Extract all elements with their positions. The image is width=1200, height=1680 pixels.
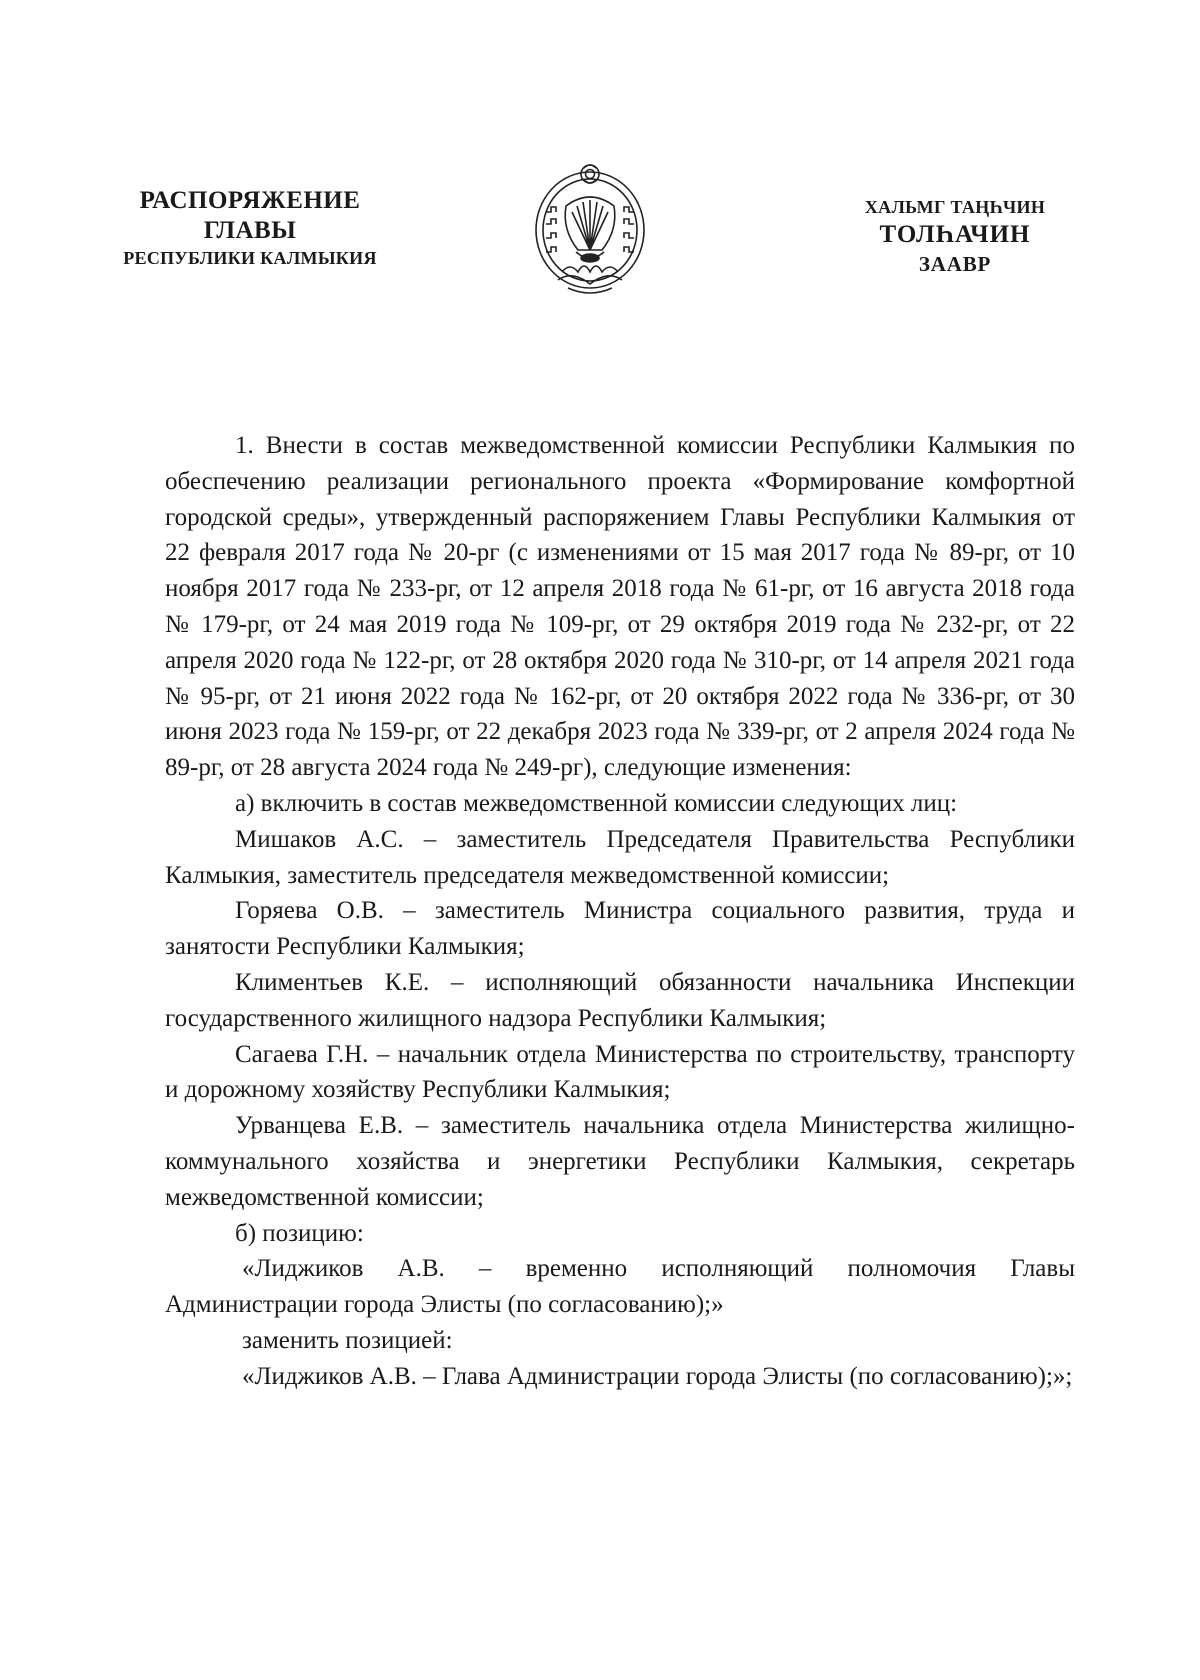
header-left-subtitle: ГЛАВЫ: [203, 217, 297, 244]
header-left-region: РЕСПУБЛИКИ КАЛМЫКИЯ: [123, 248, 377, 268]
kalmykia-coat-of-arms-icon: [532, 160, 648, 300]
paragraph-item-1: 1. Внести в состав межведомственной комиссии Республики Калмыкия по обеспечению реализации регионального проекта «Формирование комфортной городской среды», утвержденный распоряжением Главы Республики Калмыкия от 22 февраля 2017 года № 20-рг (с изменениями от 15 мая 2017 года № 89-рг, от 10 ноября 2017 года № 233-рг, от 12 апреля 2018 года № 61-рг, от 16 августа 2018 года № 179-рг, от 24 мая 2019 года № 109-рг, от 29 октября 2019 года № 232-рг, от 22 апреля 2020 года № 122-рг, от 28 октября 2020 года № 310-рг, от 14 апреля 2021 года № 95-рг, от 21 июня 2022 года № 162-рг, от 20 октября 2022 года № 336-рг, от 30 июня 2023 года № 159-рг, от 22 декабря 2023 года № 339-рг, от 2 апреля 2024 года № 89-рг, от 28 августа 2024 года № 249-рг), следующие изменения:: [165, 432, 1075, 782]
person-entry-urvantseva: Урванцева Е.В. – заместитель начальника отдела Министерства жилищно-коммунального хозяйства и энергетики Республики Калмыкия, секретарь межведомственной комиссии;: [165, 1112, 1075, 1211]
header-right-doctype: ЗААВР: [918, 252, 992, 277]
person-entry-sagaeva: Сагаева Г.Н. – начальник отдела Министерства по строительству, транспорту и дорожному хозяйству Республики Калмыкия;: [165, 1040, 1075, 1104]
position-new-lidzhikov: «Лиджиков А.В. – Глава Администрации города Элисты (по согласованию);»;: [242, 1362, 1073, 1390]
paragraph-subitem-b: б) позицию:: [235, 1219, 364, 1247]
header-right-block: [830, 196, 1080, 278]
position-old-lidzhikov: «Лиджиков А.В. – временно исполняющий полномочия Главы Администрации города Элисты (по согласованию);»: [165, 1255, 1075, 1319]
person-entry-goryaeva: Горяева О.В. – заместитель Министра социального развития, труда и занятости Республики Калмыкия;: [165, 897, 1075, 961]
person-entry-mishakov: Мишаков А.С. – заместитель Председателя Правительства Республики Калмыкия, заместитель председателя межведомственной комиссии;: [165, 825, 1075, 889]
document-body: [165, 428, 1075, 1395]
header-left-title: РАСПОРЯЖЕНИЕ: [139, 187, 361, 214]
person-entry-klimentyev: Климентьев К.Е. – исполняющий обязанности начальника Инспекции государственного жилищного надзора Республики Калмыкия;: [165, 968, 1075, 1032]
header-left-block: [100, 186, 400, 270]
header-right-title: ХАЛЬМГ ТАҢҺЧИН: [864, 197, 1046, 217]
paragraph-subitem-a: а) включить в состав межведомственной комиссии следующих лиц:: [235, 789, 958, 817]
header-right-subtitle: ТОЛҺАЧИН: [879, 221, 1031, 249]
replace-with-label: заменить позицией:: [242, 1326, 453, 1354]
